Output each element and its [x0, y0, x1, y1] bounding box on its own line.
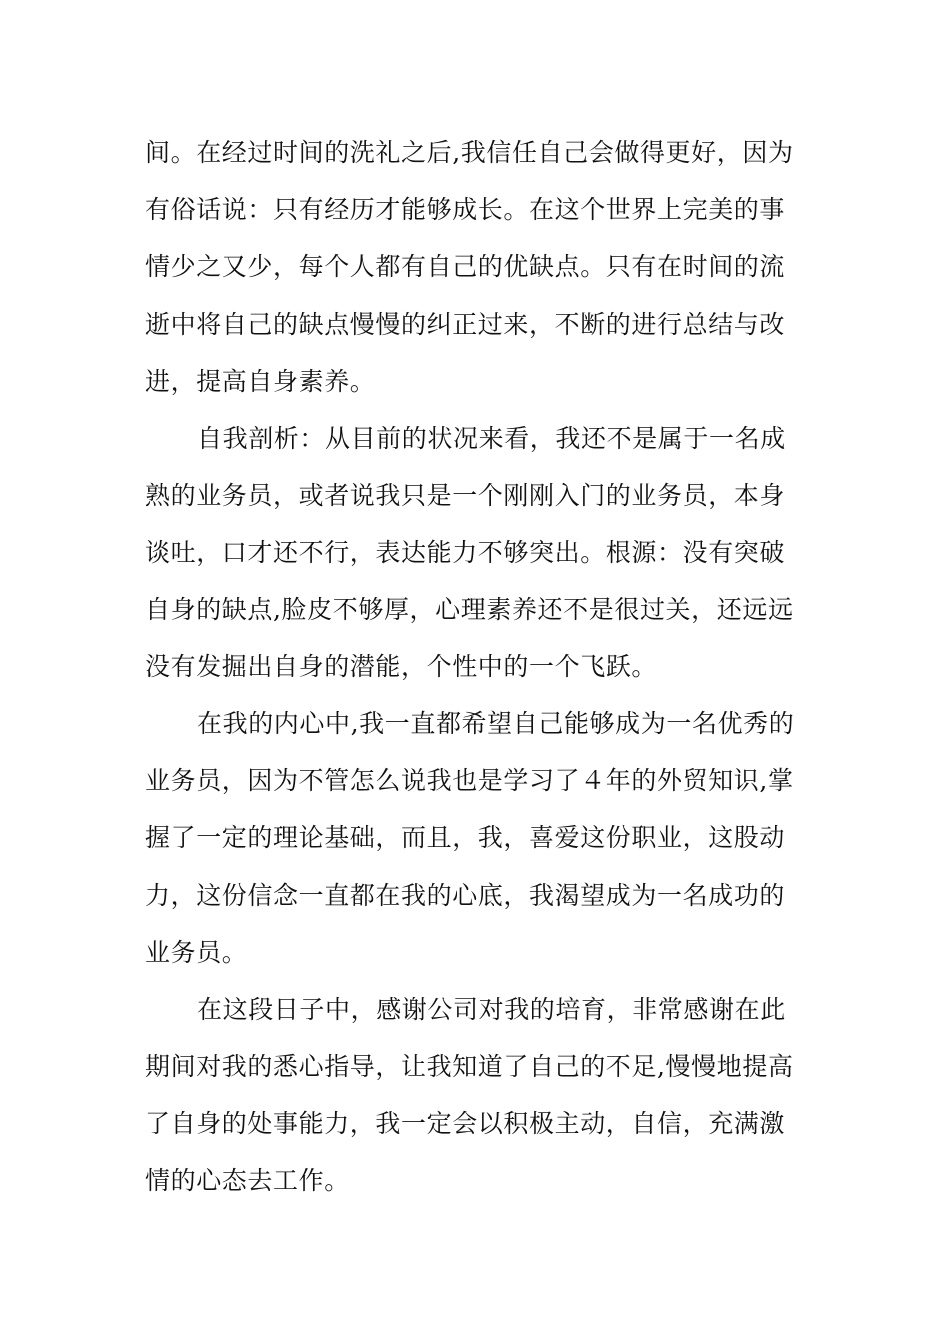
- paragraph-first-line: 在这段日子中，感谢公司对我的培育，非常感谢在此: [197, 995, 786, 1024]
- body-text-line: 自身的缺点,脸皮不够厚，心理素养还不是很过关，还远远: [145, 595, 794, 624]
- body-text-line: 没有发掘出自身的潜能，个性中的一个飞跃。: [145, 652, 658, 681]
- body-text-line: 有俗话说：只有经历才能够成长。在这个世界上完美的事: [145, 195, 786, 224]
- body-text-line: 了自身的处事能力，我一定会以积极主动，自信，充满激: [145, 1109, 786, 1138]
- body-text-line: 间。在经过时间的洗礼之后,我信任自己会做得更好，因为: [145, 138, 794, 167]
- body-text-line: 力，这份信念一直都在我的心底，我渴望成为一名成功的: [145, 881, 786, 910]
- paragraph-first-line: 自我剖析：从目前的状况来看，我还不是属于一名成: [197, 424, 786, 453]
- body-text-line: 业务员，因为不管怎么说我也是学习了４年的外贸知识,掌: [145, 766, 794, 795]
- paragraph-first-line: 在我的内心中,我一直都希望自己能够成为一名优秀的: [197, 709, 795, 738]
- body-text-line: 情的心态去工作。: [145, 1166, 350, 1195]
- body-text-line: 期间对我的悉心指导，让我知道了自己的不足,慢慢地提高: [145, 1052, 794, 1081]
- body-text-line: 谈吐，口才还不行，表达能力不够突出。根源：没有突破: [145, 538, 786, 567]
- body-text-line: 业务员。: [145, 938, 248, 967]
- body-text-line: 握了一定的理论基础，而且，我，喜爱这份职业，这股动: [145, 823, 786, 852]
- body-text-line: 熟的业务员，或者说我只是一个刚刚入门的业务员，本身: [145, 481, 786, 510]
- body-text-line: 逝中将自己的缺点慢慢的纠正过来，不断的进行总结与改: [145, 310, 786, 339]
- body-text-line: 进，提高自身素养。: [145, 367, 376, 396]
- body-text-line: 情少之又少，每个人都有自己的优缺点。只有在时间的流: [145, 252, 786, 281]
